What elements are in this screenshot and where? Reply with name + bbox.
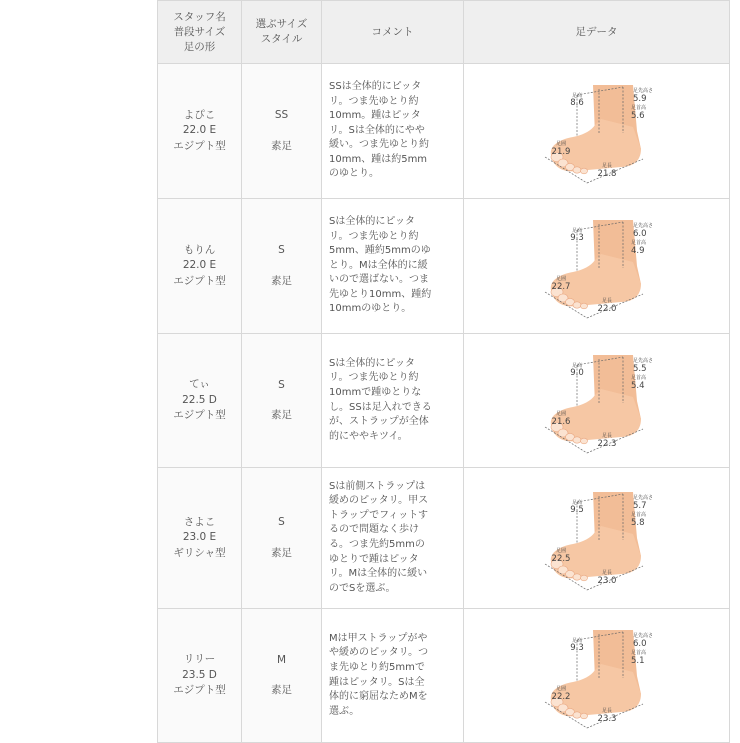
staff-cell [158, 609, 242, 743]
style: 素足 [271, 274, 292, 287]
foot-data-cell [464, 199, 730, 334]
foot-illustration [537, 620, 657, 732]
staff-name: よぴこ [183, 108, 216, 121]
foot-data-cell [464, 334, 730, 468]
instep-label: 足高 [571, 637, 582, 644]
toe-shape [573, 711, 581, 717]
chosen-size: S [278, 244, 285, 256]
comment-line: Sは全体的にピッタ [329, 357, 415, 369]
staff-cell [158, 468, 242, 609]
size-cell [242, 64, 322, 199]
table-row [158, 199, 730, 334]
comment-cell [322, 609, 464, 743]
comment-line: Sは前側ストラップは [329, 480, 426, 492]
toe-height-value: 6.0 [632, 229, 647, 239]
foot-data-cell [464, 609, 730, 743]
toe-height-value: 5.9 [632, 94, 647, 104]
foot-shape: ギリシャ型 [173, 546, 226, 559]
length-value: 23.3 [597, 713, 616, 724]
length-value: 23.0 [597, 576, 616, 586]
foot-data-cell [464, 64, 730, 199]
comment-line: いので選ばない。つま [329, 274, 429, 286]
ankle-height-label: 足首高 [630, 512, 646, 518]
toe-height-label: 足先高さ [632, 632, 653, 639]
staff-name: もりん [183, 243, 216, 256]
girth-value: 21.6 [551, 416, 570, 427]
toe-shape [573, 436, 581, 442]
comment-line: ま先ゆとり約5mmで [329, 661, 425, 673]
ankle-height-label: 足首高 [630, 374, 646, 381]
comment-line: トラップでフィットす [329, 509, 428, 521]
girth-label: 足囲 [555, 685, 566, 692]
toe-shape [573, 167, 581, 173]
toe-shape [573, 574, 581, 580]
foot-shape: エジプト型 [173, 684, 226, 697]
size-comparison-table [157, 0, 730, 743]
staff-cell [158, 64, 242, 199]
foot-shape: エジプト型 [173, 274, 226, 287]
usual-size: 22.5 D [182, 393, 217, 406]
foot-shape: エジプト型 [173, 139, 226, 152]
girth-value: 22.5 [551, 554, 570, 564]
staff-name: さよこ [183, 515, 216, 528]
length-label: 足長 [601, 570, 612, 576]
comment-line: が、ストラップが全体 [329, 416, 429, 428]
instep-value: 9.0 [569, 367, 584, 378]
staff-cell [158, 334, 242, 468]
comment-line: リ。つま先ゆとり約 [329, 95, 419, 107]
toe-height-label: 足先高さ [632, 357, 653, 364]
instep-label: 足高 [571, 362, 582, 369]
comment-line: 踵はピッタリ。Sは全 [329, 676, 425, 688]
comment-line: る。つま先約5mmの [329, 539, 425, 550]
comment-line: とり。Mは全体的に緩 [329, 259, 428, 271]
instep-value: 8.6 [569, 98, 584, 108]
length-label: 足長 [601, 298, 612, 304]
comment-line: るので問題なく歩け [329, 524, 419, 536]
comment-line: のゆとり。 [329, 168, 379, 180]
comment-line: リ。つま先ゆとり約 [329, 372, 419, 384]
comment-line: リ。Mは全体的に緩い [329, 568, 428, 580]
comment-cell [322, 64, 464, 199]
toe-height-value: 5.7 [632, 501, 647, 511]
comment-line: Mは甲ストラップがや [329, 632, 428, 644]
comment-line: リ。Sは全体的にやや [329, 124, 425, 136]
comment-line: 5mm、踵約5mmのゆ [329, 245, 431, 257]
chosen-size: S [278, 378, 285, 391]
comment-line: 10mm、踵は約5mm [329, 153, 428, 165]
header-foot-data: 足データ [464, 1, 730, 64]
toe-shape [580, 438, 587, 444]
usual-size: 23.5 D [182, 668, 217, 681]
style: 素足 [271, 546, 292, 559]
instep-label: 足高 [571, 93, 582, 99]
ankle-height-label: 足首高 [630, 240, 646, 246]
ankle-height-value: 5.6 [630, 111, 645, 121]
length-value: 21.8 [597, 169, 616, 179]
comment-line: 10mmのゆとり。 [329, 303, 412, 315]
ankle-height-label: 足首高 [630, 649, 646, 656]
comment-line: 10mm。踵はピッタ [329, 110, 421, 122]
instep-value: 9.3 [569, 642, 584, 653]
ankle-height-value: 5.8 [630, 518, 645, 528]
girth-value: 21.9 [551, 147, 570, 157]
instep-value: 9.3 [569, 233, 584, 243]
table-row [158, 468, 730, 609]
foot-illustration [537, 75, 657, 187]
table-row [158, 64, 730, 199]
comment-line: のでSを選ぶ。 [329, 582, 396, 594]
girth-label: 足囲 [555, 548, 566, 554]
size-cell [242, 468, 322, 609]
chosen-size: SS [274, 109, 289, 121]
toe-shape [580, 303, 587, 309]
chosen-size: M [276, 653, 287, 666]
comment-line: や緩めのピッタリ。つ [329, 647, 429, 659]
comment-line: し。SSは足入れできる [329, 401, 432, 413]
toe-height-label: 足先高さ [632, 88, 653, 94]
toe-height-value: 6.0 [632, 638, 647, 649]
length-value: 22.3 [597, 438, 616, 449]
comment-line: 体的に窮屈なためMを [329, 691, 428, 703]
comment-line: 10mmで踵ゆとりな [329, 386, 422, 398]
girth-value: 22.2 [551, 691, 570, 702]
comment-line: 的にややキツイ。 [329, 430, 408, 442]
comment-cell [322, 468, 464, 609]
table-row [158, 334, 730, 468]
ankle-height-value: 5.1 [630, 655, 645, 666]
toe-shape [580, 168, 587, 174]
toe-height-label: 足先高さ [632, 495, 653, 501]
comment-line: ゆとりで踵はピッタ [329, 553, 419, 565]
instep-label: 足高 [571, 500, 582, 506]
style: 素足 [271, 684, 292, 696]
girth-label: 足囲 [555, 276, 566, 282]
comment-line: 緩い。つま先ゆとり約 [329, 139, 429, 151]
style: 素足 [271, 139, 292, 152]
instep-label: 足高 [571, 228, 582, 234]
size-cell [242, 609, 322, 743]
toe-shape [580, 713, 587, 719]
ankle-height-value: 4.9 [630, 246, 645, 256]
length-value: 22.0 [597, 304, 616, 314]
style: 素足 [271, 409, 292, 421]
usual-size: 22.0 E [182, 259, 217, 272]
comment-cell [322, 199, 464, 334]
header-comment: コメント [322, 1, 464, 64]
girth-value: 22.7 [551, 282, 570, 292]
size-comparison-table-wrapper [157, 0, 729, 743]
chosen-size: S [278, 516, 285, 528]
ankle-height-label: 足首高 [630, 105, 646, 111]
header-row [158, 1, 730, 64]
length-label: 足長 [601, 432, 612, 439]
toe-shape [580, 575, 587, 581]
usual-size: 22.0 E [182, 124, 217, 137]
comment-cell [322, 334, 464, 468]
instep-value: 9.5 [569, 505, 584, 515]
header-size: 選ぶサイズ スタイル [242, 1, 322, 64]
staff-name: リリー [183, 653, 216, 666]
length-label: 足長 [601, 707, 612, 714]
staff-name: てぃ [189, 378, 210, 391]
header-staff: スタッフ名 普段サイズ 足の形 [158, 1, 242, 64]
staff-cell [158, 199, 242, 334]
foot-illustration [537, 345, 657, 457]
comment-line: リ。つま先ゆとり約 [329, 230, 419, 242]
table-row [158, 609, 730, 743]
toe-height-value: 5.5 [632, 363, 647, 374]
size-cell [242, 199, 322, 334]
toe-shape [573, 302, 581, 308]
girth-label: 足囲 [555, 141, 566, 147]
comment-line: 選ぶ。 [329, 705, 360, 717]
comment-line: 緩めのピッタリ。甲ス [329, 495, 429, 507]
foot-data-cell [464, 468, 730, 609]
ankle-height-value: 5.4 [630, 380, 645, 391]
foot-shape: エジプト型 [173, 409, 226, 422]
foot-illustration [537, 482, 657, 594]
comment-line: Sは全体的にピッタ [329, 215, 415, 227]
girth-label: 足囲 [555, 410, 566, 417]
foot-illustration [537, 210, 657, 322]
comment-line: 先ゆとり10mm、踵約 [329, 288, 432, 300]
usual-size: 23.0 E [182, 531, 217, 544]
length-label: 足長 [601, 163, 612, 169]
toe-height-label: 足先高さ [632, 223, 653, 229]
comment-line: SSは全体的にピッタ [329, 80, 422, 92]
size-cell [242, 334, 322, 468]
